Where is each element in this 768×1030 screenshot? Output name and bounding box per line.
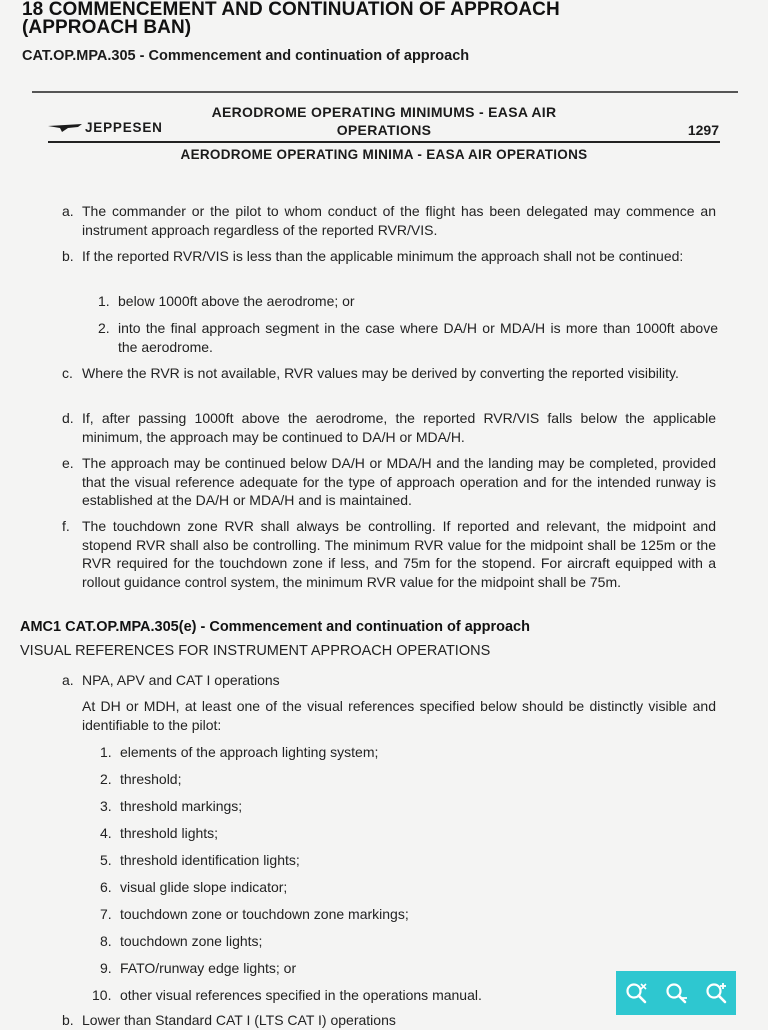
list-item-label: 8. <box>100 933 112 949</box>
list-item <box>98 319 718 356</box>
list-item <box>100 797 700 816</box>
list-item <box>62 454 716 510</box>
list-item-text: touchdown zone or touchdown zone markings; <box>120 906 409 922</box>
section-title-line2: (APPROACH BAN) <box>22 17 192 38</box>
list-item-text: touchdown zone lights; <box>120 933 263 949</box>
zoom-reset-button[interactable] <box>621 978 651 1008</box>
list-item-label: 9. <box>100 960 112 976</box>
list-item-text: into the final approach segment in the case where DA/H or MDA/H is more than 1000ft above the aerodrome. <box>118 320 718 355</box>
list-item <box>100 743 700 762</box>
zoom-in-button[interactable] <box>701 978 731 1008</box>
list-item-label: f. <box>62 518 70 534</box>
header-title-line1: AERODROME OPERATING MINIMUMS - EASA AIR <box>211 104 557 120</box>
zoom-toolbar <box>616 971 736 1015</box>
amc-intro: At DH or MDH, at least one of the visual references specified below should be distinctly visible and identifiable to the pilot: <box>82 698 716 733</box>
section-title-line1: 18 COMMENCEMENT AND CONTINUATION OF APPROACH <box>22 0 560 20</box>
list-item-text: threshold; <box>120 771 182 787</box>
publisher-name: JEPPESEN <box>85 120 163 135</box>
list-item <box>100 878 700 897</box>
divider <box>32 91 738 93</box>
list-item <box>100 959 700 978</box>
list-item-label: c. <box>62 365 73 381</box>
zoom-out-button[interactable] <box>661 978 691 1008</box>
list-item-label: 1. <box>98 293 110 309</box>
list-item <box>100 770 700 789</box>
list-item-label: 3. <box>100 798 112 814</box>
list-item <box>62 671 716 690</box>
list-item <box>100 824 700 843</box>
amc-title: AMC1 CAT.OP.MPA.305(e) - Commencement and continuation of approach <box>20 619 530 635</box>
section-reference: CAT.OP.MPA.305 - Commencement and continuation of approach <box>22 48 470 64</box>
list-item-text: below 1000ft above the aerodrome; or <box>118 293 355 309</box>
list-item <box>62 517 716 591</box>
list-item <box>100 905 700 924</box>
header-divider <box>48 141 720 143</box>
jeppesen-logo <box>48 120 163 135</box>
list-item <box>62 202 716 239</box>
list-item-label: 2. <box>98 320 110 336</box>
list-item-text: other visual references specified in the operations manual. <box>120 987 482 1003</box>
list-item-text: Lower than Standard CAT I (LTS CAT I) operations <box>82 1012 396 1028</box>
list-item-label: a. <box>62 672 74 688</box>
list-item <box>62 364 716 383</box>
header-subtitle: AERODROME OPERATING MINIMA - EASA AIR OPERATIONS <box>180 147 588 162</box>
list-item-text: FATO/runway edge lights; or <box>120 960 297 976</box>
list-item-label: e. <box>62 455 74 471</box>
zoom-in-icon <box>704 981 728 1005</box>
list-item <box>100 851 700 870</box>
list-item-label: 6. <box>100 879 112 895</box>
list-item-label: 10. <box>92 987 112 1003</box>
list-item-text: elements of the approach lighting system; <box>120 744 379 760</box>
page-number: 1297 <box>687 122 719 138</box>
list-item-text: Where the RVR is not available, RVR values may be derived by converting the reported visibility. <box>82 365 679 381</box>
list-item-label: d. <box>62 410 74 426</box>
list-item-text: The commander or the pilot to whom conduct of the flight has been delegated may commence an instrument approach regardless of the reported RVR/VIS. <box>82 203 716 238</box>
list-item-label: a. <box>62 203 74 219</box>
list-item-text: visual glide slope indicator; <box>120 879 288 895</box>
list-item-label: 1. <box>100 744 112 760</box>
list-item-text: threshold lights; <box>120 825 219 841</box>
list-item <box>62 247 716 266</box>
amc-subtitle: VISUAL REFERENCES FOR INSTRUMENT APPROACH OPERATIONS <box>20 643 491 659</box>
list-item-text: If the reported RVR/VIS is less than the applicable minimum the approach shall not be continued: <box>82 248 684 264</box>
list-item-label: 2. <box>100 771 112 787</box>
jeppesen-swoosh-icon <box>48 123 82 133</box>
list-item-text: threshold markings; <box>120 798 243 814</box>
list-item <box>98 292 718 311</box>
list-item-text: The touchdown zone RVR shall always be controlling. If reported and relevant, the midpoint and stopend RVR shall also be controlling. The minimum RVR value for the midpoint shall be 125m or the RVR required for the touchdown zone if less, and 75m for the stopend. For aircraft equipped with a rollout guidance control system, the minimum RVR value for the midpoint shall be 75m. <box>82 518 716 590</box>
list-item-text: If, after passing 1000ft above the aerodrome, the reported RVR/VIS falls below the applicable minimum, the approach may be continued to DA/H or MDA/H. <box>82 410 716 445</box>
list-item-label: 4. <box>100 825 112 841</box>
list-item-text: The approach may be continued below DA/H or MDA/H and the landing may be completed, provided that the visual reference adequate for the type of approach operation and for the intended runway is established at the DA/H or MDA/H and is maintained. <box>82 455 716 508</box>
list-item-label: 7. <box>100 906 112 922</box>
zoom-reset-icon <box>624 981 648 1005</box>
list-item <box>100 932 700 951</box>
list-item-label: b. <box>62 1012 74 1028</box>
section-title <box>22 1 560 37</box>
list-item <box>62 409 716 446</box>
zoom-out-icon <box>664 981 688 1005</box>
list-item-label: b. <box>62 248 74 264</box>
list-item <box>92 986 692 1005</box>
list-item-label: 5. <box>100 852 112 868</box>
list-item-text: threshold identification lights; <box>120 852 300 868</box>
list-item-text: NPA, APV and CAT I operations <box>82 672 280 688</box>
header-title-line2: OPERATIONS <box>336 122 432 138</box>
